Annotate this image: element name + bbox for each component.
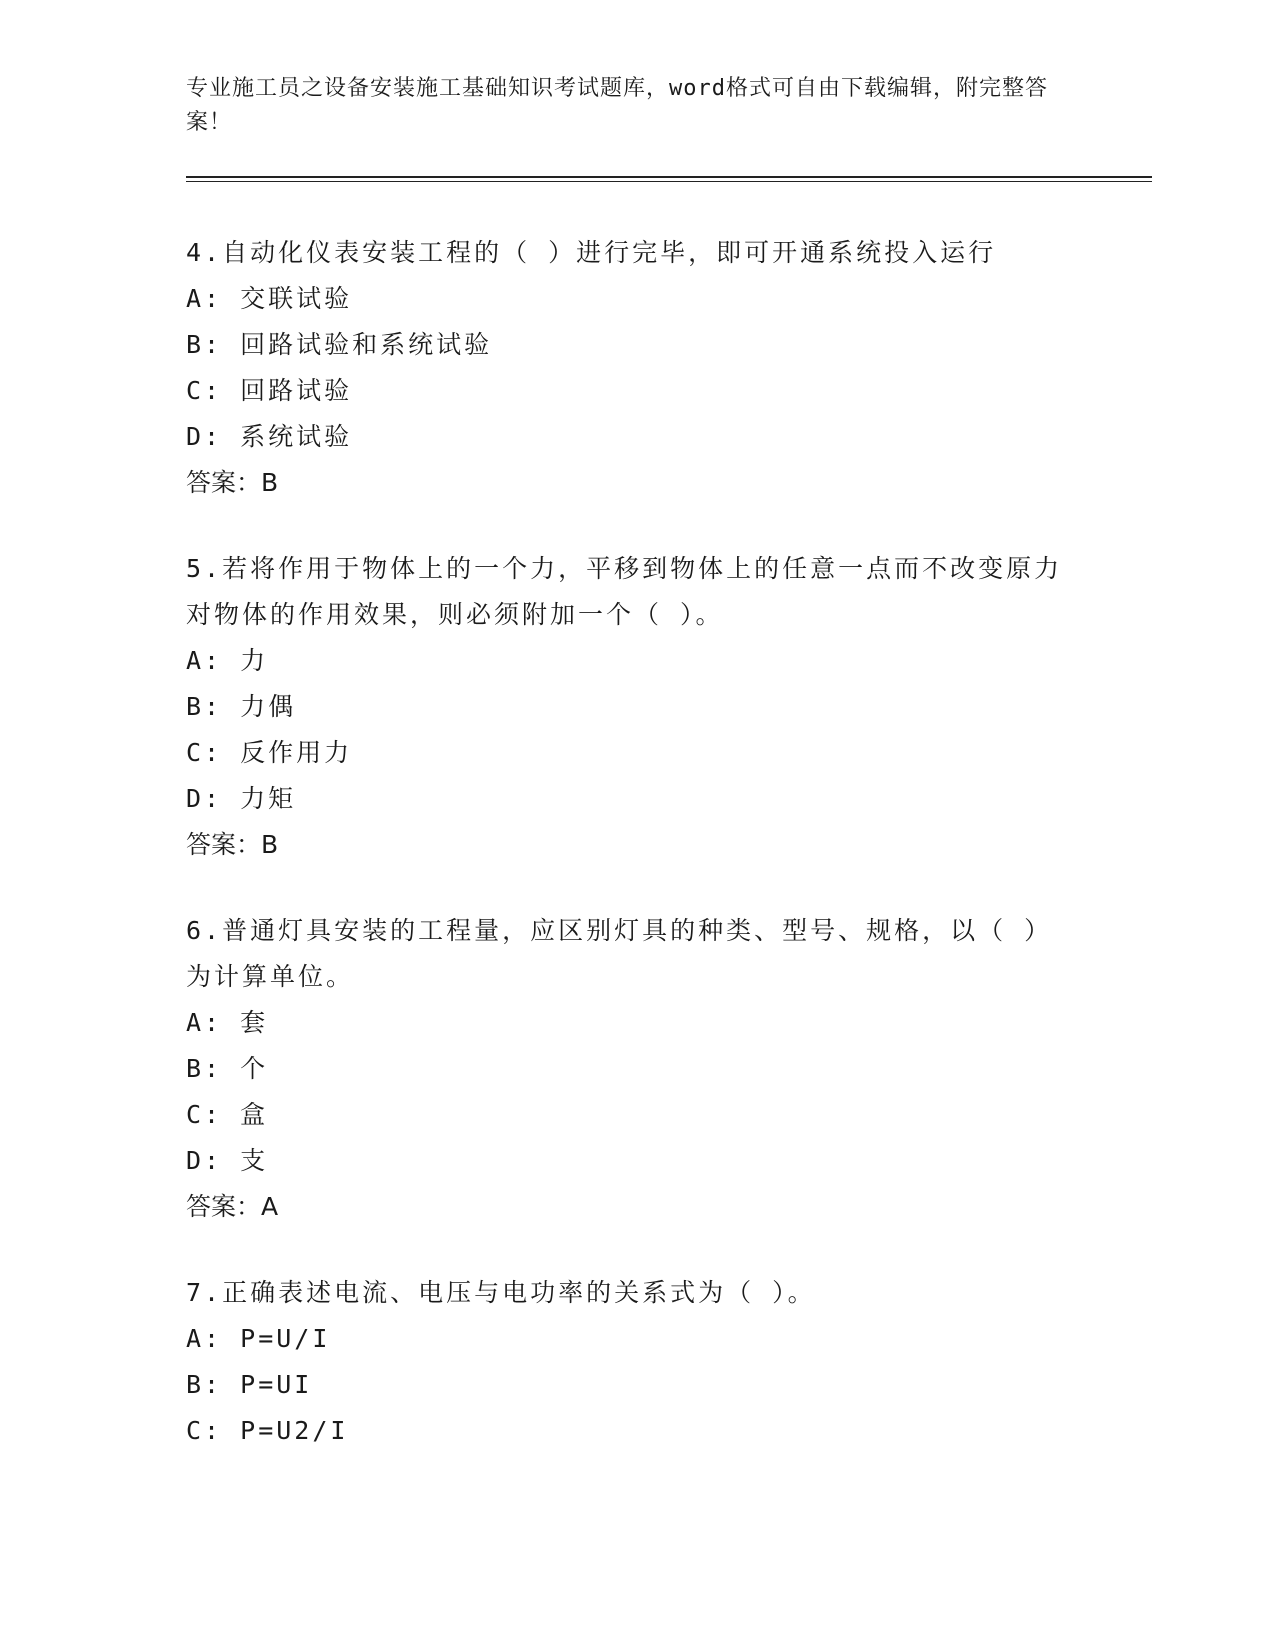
option-a: A: 套	[186, 1008, 269, 1037]
option-c: C: 盒	[186, 1100, 269, 1129]
option-c: C: 反作用力	[186, 738, 353, 767]
answer-line: 答案：B	[186, 830, 279, 859]
question-6	[186, 908, 1066, 1230]
question-text: 5.若将作用于物体上的一个力，平移到物体上的任意一点而不改变原力对物体的作用效果，则必须附加一个（ ）。	[186, 554, 1063, 629]
option-a: A: 交联试验	[186, 284, 353, 313]
option-b: B: 力偶	[186, 692, 297, 721]
option-d: D: 支	[186, 1146, 269, 1175]
document-header: 专业施工员之设备安装施工基础知识考试题库，word格式可自由下载编辑，附完整答案！	[186, 76, 1048, 135]
option-d: D: 系统试验	[186, 422, 353, 451]
question-list	[186, 230, 1066, 1494]
header-rule-thick	[186, 176, 1152, 178]
question-text: 4.自动化仪表安装工程的（ ）进行完毕，即可开通系统投入运行	[186, 238, 997, 267]
option-c: C: 回路试验	[186, 376, 353, 405]
option-b: B: P=UI	[186, 1370, 313, 1399]
question-7	[186, 1270, 1066, 1454]
question-text: 7.正确表述电流、电压与电功率的关系式为（ ）。	[186, 1278, 816, 1307]
option-a: A: P=U/I	[186, 1324, 331, 1353]
question-5	[186, 546, 1066, 868]
header-rule-thin	[186, 181, 1152, 182]
option-a: A: 力	[186, 646, 269, 675]
option-b: B: 个	[186, 1054, 269, 1083]
option-b: B: 回路试验和系统试验	[186, 330, 493, 359]
question-text: 6.普通灯具安装的工程量，应区别灯具的种类、型号、规格，以（ ）为计算单位。	[186, 916, 1053, 991]
answer-line: 答案：A	[186, 1192, 279, 1221]
option-c: C: P=U2/I	[186, 1416, 349, 1445]
option-d: D: 力矩	[186, 784, 297, 813]
question-4	[186, 230, 1066, 506]
answer-line: 答案：B	[186, 468, 279, 497]
